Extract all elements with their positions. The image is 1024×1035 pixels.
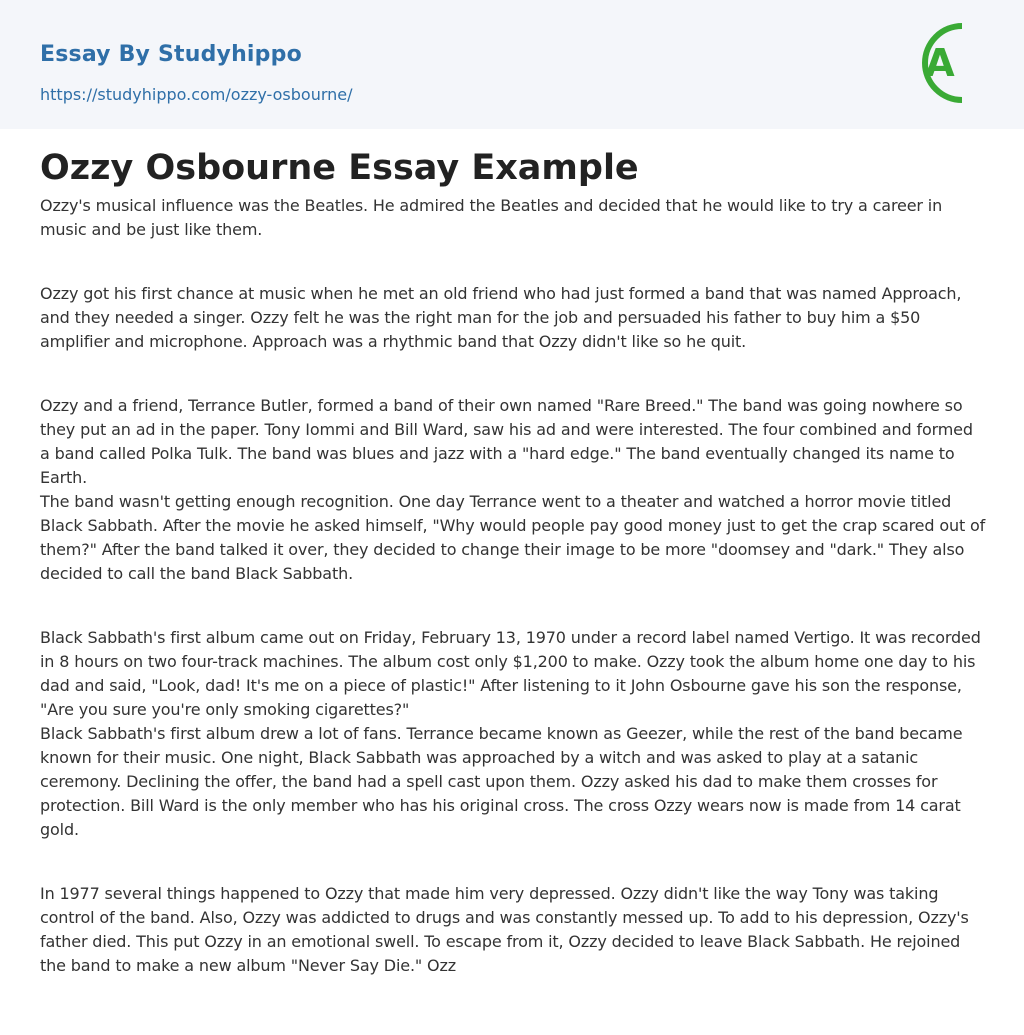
essay-url-link[interactable]: https://studyhippo.com/ozzy-osbourne/	[40, 85, 353, 104]
essay-paragraph-6: Black Sabbath's first album drew a lot of fans. Terrance became known as Geezer, while the rest of the band became known for their music. One night, Black Sabbath was approached by a witch and was asked to play at a satanic ceremony. Declining the offer, the band had a spell cast upon them. Ozzy asked his dad to make them crosses for protection. Bill Ward is the only member who has his original cross. The cross Ozzy wears now is made from 14 carat gold.	[40, 724, 963, 839]
essay-paragraph-7: In 1977 several things happened to Ozzy that made him very depressed. Ozzy didn't like the way Tony was taking control of the band. Also, Ozzy was addicted to drugs and was constantly messed up. To add to his depression, Ozzy's father died. This put Ozzy in an emotional swell. To escape from it, Ozzy decided to leave Black Sabbath. He rejoined the band to make a new album "Never Say Die." Ozz	[40, 884, 969, 975]
essay-paragraph-1: Ozzy's musical influence was the Beatles. He admired the Beatles and decided that he would like to try a career in music and be just like them.	[40, 196, 943, 239]
essay-paragraph-5: Black Sabbath's first album came out on Friday, February 13, 1970 under a record label named Vertigo. It was recorded in 8 hours on two four-track machines. The album cost only $1,200 to make. Ozzy took the album home one day to his dad and said, "Look, dad! It's me on a piece of plastic!" After listening to it John Osbourne gave his son the response, "Are you sure you're only smoking cigarettes?"	[40, 628, 981, 719]
essay-body	[40, 194, 986, 978]
essay-paragraph-4: The band wasn't getting enough recognition. One day Terrance went to a theater and watched a horror movie titled Black Sabbath. After the movie he asked himself, "Why would people pay good money just to get the crap scared out of them?" After the band talked it over, they decided to change their image to be more "doomsey and "dark." They also decided to call the band Black Sabbath.	[40, 492, 986, 583]
essay-paragraph-2: Ozzy got his first chance at music when he met an old friend who had just formed a band that was named Approach, and they needed a singer. Ozzy felt he was the right man for the job and persuaded his father to buy him a $50 amplifier and microphone. Approach was a rhythmic band that Ozzy didn't like so he quit.	[40, 284, 962, 351]
page-title: Ozzy Osbourne Essay Example	[40, 148, 639, 188]
studyhippo-logo-icon[interactable]	[912, 20, 986, 106]
essay-paragraph-3: Ozzy and a friend, Terrance Butler, formed a band of their own named "Rare Breed." The band was going nowhere so they put an ad in the paper. Tony Iommi and Bill Ward, saw his ad and were interested. The four combined and formed a band called Polka Tulk. The band was blues and jazz with a "hard edge." The band eventually changed its name to Earth.	[40, 396, 973, 487]
site-brand[interactable]: Essay By Studyhippo	[40, 42, 302, 67]
logo-letter: A	[925, 41, 955, 85]
